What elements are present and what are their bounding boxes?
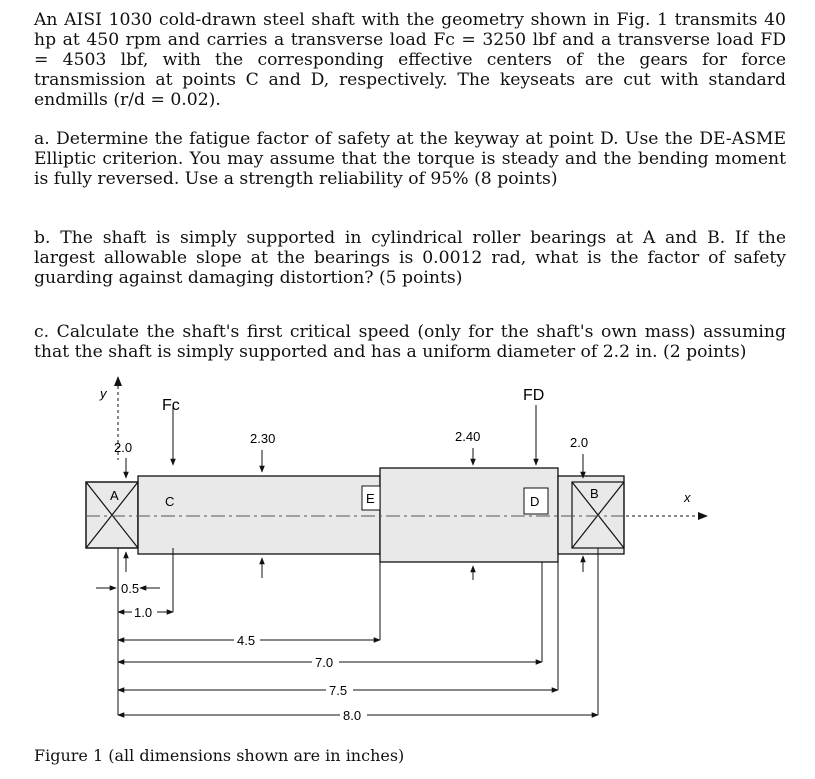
point-b-label: B [590,486,599,501]
force-fc-label: Fc [162,397,180,414]
problem-part-c: c. Calculate the shaft's first critical speed (only for the shaft's own mass) assuming that the shaft is simply supported and has a uniform diameter of 2.2 in. (2 points) [34,322,786,362]
diameter-label-1: 2.0 [114,440,133,455]
length-label-2: 1.0 [134,605,153,620]
y-axis-label: y [100,386,107,401]
figure-caption: Figure 1 (all dimensions shown are in inches) [34,746,405,765]
length-label-5: 7.5 [329,683,348,698]
problem-intro: An AISI 1030 cold-drawn steel shaft with the geometry shown in Fig. 1 transmits 40 hp at 450 rpm and carries a transverse load Fc = 3250 lbf and a transverse load FD = 4503 lbf, with the corresponding effective centers of the gears for force transmission at points C and D, respectively. The keyseats are cut with standard endmills (r/d = 0.02). [34,10,786,110]
problem-part-b: b. The shaft is simply supported in cylindrical roller bearings at A and B. If the largest allowable slope at the bearings is 0.0012 rad, what is the factor of safety guarding against damaging distortion? (5 points) [34,228,786,288]
length-label-1: 0.5 [121,581,140,596]
point-e-label: E [366,491,375,506]
length-label-6: 8.0 [343,708,362,720]
point-d-label: D [530,494,540,509]
length-label-3: 4.5 [237,633,256,648]
x-axis-label: x [684,490,691,505]
point-a-label: A [110,488,119,503]
shaft [86,468,624,562]
length-label-4: 7.0 [315,655,334,670]
diameter-label-4: 2.0 [570,435,589,450]
force-fd-label: FD [523,387,545,404]
shaft-figure [0,370,815,720]
diameter-label-2: 2.30 [250,431,276,446]
point-c-label: C [165,494,175,509]
problem-part-a: a. Determine the fatigue factor of safety at the keyway at point D. Use the DE-ASME Elliptic criterion. You may assume that the torque is steady and the bending moment is fully reversed. Use a strength reliability of 95% (8 points) [34,129,786,189]
diameter-label-3: 2.40 [455,429,481,444]
